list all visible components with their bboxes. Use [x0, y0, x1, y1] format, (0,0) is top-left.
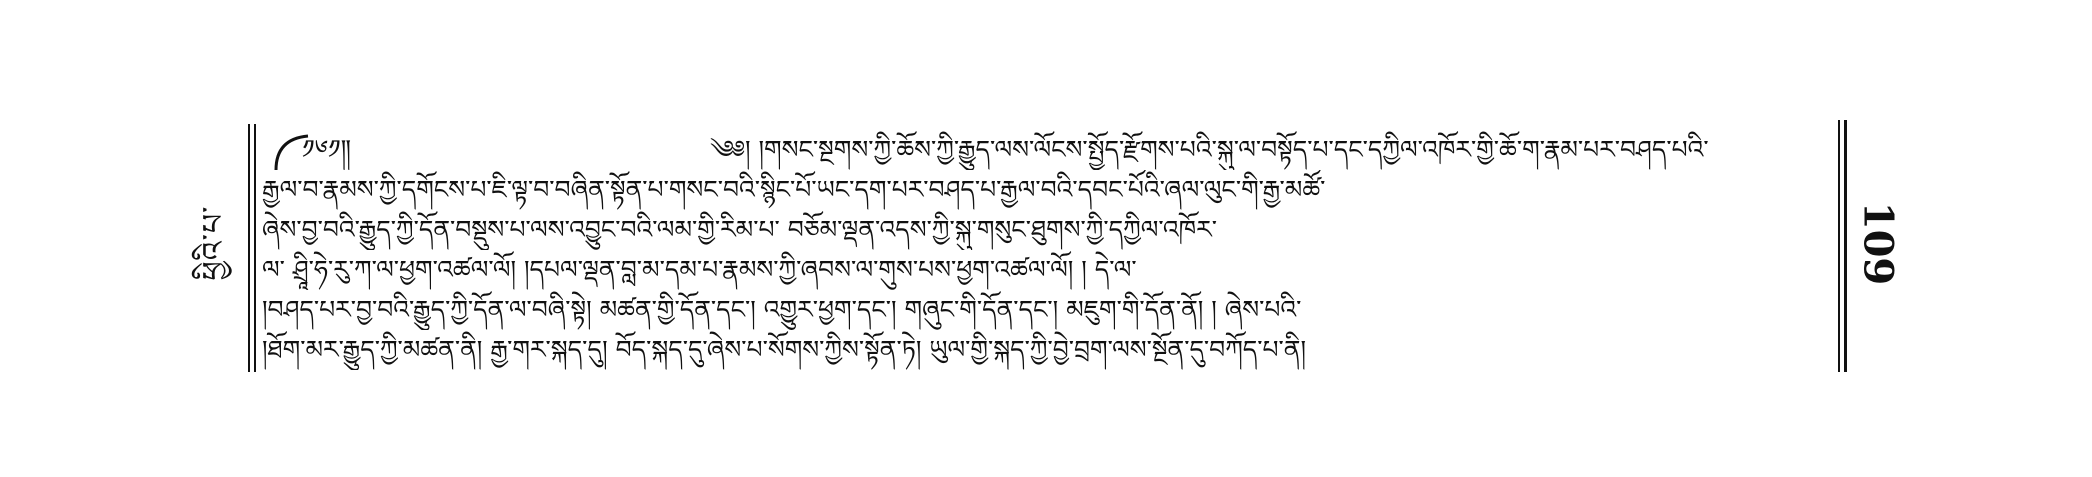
- margin-title: [196, 128, 248, 358]
- text-line-3-content: ཞེས་བྱ་བའི་རྒྱུད་ཀྱི་དོན་བསྡུས་པ་ལས་འབྱུང་བའི་ལམ་གྱི་རིམ་པ་ བཅོམ་ལྡན་འདས་ཀྱི་སྐུ་གསུང་ཐུགས་ཀྱི་དཀྱིལ་འཁོར་: [262, 215, 1217, 244]
- text-line-6-content: །ཐོག་མར་རྒྱུད་ཀྱི་མཚན་ནི། རྒྱ་གར་སྐད་དུ། བོད་སྐད་དུ་ཞེས་པ་སོགས་ཀྱིས་སྟོན་ཏེ། ཡུལ་གྱི་སྐད་ཀྱི་བྱེ་བྲག་ལས་སྔོན་དུ་བཀོད་པ་ནི།: [262, 335, 1307, 364]
- frame-right-inner: [1838, 120, 1840, 372]
- text-line-4-content: ལ་ ཤྲཱི་ཧེ་རུ་ཀ་ལ་ཕྱག་འཚལ་ལོ། །དཔལ་ལྡན་བླ་མ་དམ་པ་རྣམས་ཀྱི་ཞབས་ལ་གུས་པས་ཕྱག་འཚལ་ལོ། ། དེ་ལ་: [262, 255, 1137, 284]
- text-block: [262, 126, 1834, 374]
- text-line-2: [262, 170, 1834, 210]
- text-line-3: [262, 210, 1834, 250]
- folio-marker: ༡༦༡༎: [302, 135, 352, 165]
- text-line-5: [262, 290, 1834, 330]
- frame-right-outer: [1844, 120, 1847, 372]
- text-line-5-content: །བཤད་པར་བྱ་བའི་རྒྱུད་ཀྱི་དོན་ལ་བཞི་སྟེ། མཚན་གྱི་དོན་དང་། འགྱུར་ཕྱག་དང་། གཞུང་གི་དོན་དང་། མཇུག་གི་དོན་ནོ། ། ཞེས་པའི་: [262, 295, 1302, 324]
- text-line-6: [262, 330, 1834, 370]
- margin-title-text: ཕྱིའི་པ་: [196, 205, 231, 281]
- page-number: 109: [1854, 201, 1902, 285]
- page-number-area: [1848, 128, 1908, 358]
- text-line-1: [262, 130, 1834, 170]
- text-line-2-content: རྒྱལ་བ་རྣམས་ཀྱི་དགོངས་པ་ཇི་ལྟ་བ་བཞིན་སྟོན་པ་གསང་བའི་སྙིང་པོ་ཡང་དག་པར་བཤད་པ་རྒྱལ་བའི་དབང་པོའི་ཞལ་ལུང་གི་རྒྱ་མཚོ་: [262, 175, 1326, 204]
- text-line-4: [262, 250, 1834, 290]
- text-line-1-content: ༄༅། །གསང་སྔགས་ཀྱི་ཆོས་ཀྱི་རྒྱུད་ལས་ལོངས་སྤྱོད་རྫོགས་པའི་སྐུ་ལ་བསྟོད་པ་དང་དཀྱིལ་འཁོར་གྱི་ཆོ་ག་རྣམ་པར་བཤད་པའི་: [710, 135, 1709, 164]
